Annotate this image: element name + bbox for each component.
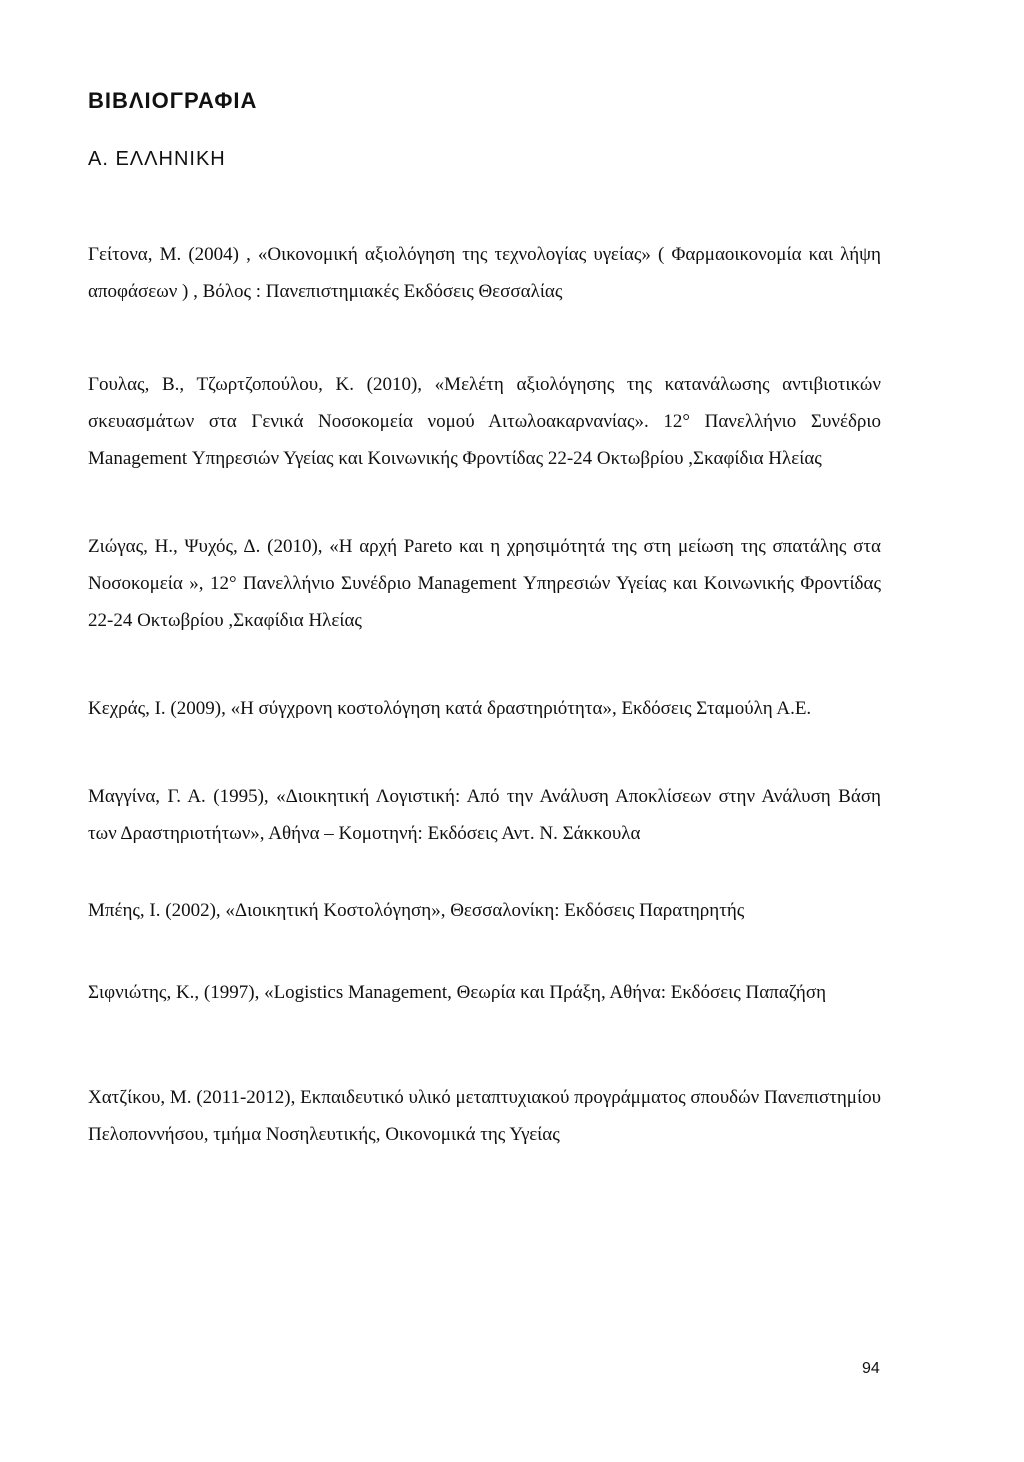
reference-entry: Ζιώγας, Η., Ψυχός, Δ. (2010), «Η αρχή Pareto και η χρησιμότητά της στη μείωση της σπατάλης στα Νοσοκομεία », 12° Πανελλήνιο Συνέδριο Management Υπηρεσιών Υγείας και Κοινωνικής Φροντίδας 22-24 Οκτωβρίου ,Σκαφίδια Ηλείας bbox=[88, 536, 881, 631]
reference-entry: Κεχράς, Ι. (2009), «Η σύγχρονη κοστολόγηση κατά δραστηριότητα», Εκδόσεις Σταμούλη Α.Ε. bbox=[88, 698, 812, 719]
reference-entry: Γείτονα, Μ. (2004) , «Οικονομική αξιολόγηση της τεχνολογίας υγείας» ( Φαρμαοικονομία και λήψη αποφάσεων ) , Βόλος : Πανεπιστημιακές Εκδόσεις Θεσσαλίας bbox=[88, 244, 881, 302]
page-number: 94 bbox=[862, 1360, 880, 1377]
reference-entry: Μαγγίνα, Γ. Α. (1995), «Διοικητική Λογιστική: Από την Ανάλυση Αποκλίσεων στην Ανάλυση Βάση των Δραστηριοτήτων», Αθήνα – Κομοτηνή: Εκδόσεις Αντ. Ν. Σάκκουλα bbox=[88, 786, 881, 844]
reference-list bbox=[88, 236, 881, 1153]
reference-entry: Χατζίκου, Μ. (2011-2012), Εκπαιδευτικό υλικό μεταπτυχιακού προγράμματος σπουδών Πανεπιστημίου Πελοποννήσου, τμήμα Νοσηλευτικής, Οικονομικά της Υγείας bbox=[88, 1087, 881, 1145]
reference-entry: Γουλας, Β., Τζωρτζοπούλου, Κ. (2010), «Μελέτη αξιολόγησης της κατανάλωσης αντιβιοτικών σκευασμάτων στα Γενικά Νοσοκομεία νομού Αιτωλοακαρνανίας». 12° Πανελλήνιο Συνέδριο Management Υπηρεσιών Υγείας και Κοινωνικής Φροντίδας 22-24 Οκτωβρίου ,Σκαφίδια Ηλείας bbox=[88, 374, 881, 469]
page-title: ΒΙΒΛΙΟΓΡΑΦΙΑ bbox=[88, 88, 258, 113]
reference-entry: Σιφνιώτης, Κ., (1997), «Logistics Management, Θεωρία και Πράξη, Αθήνα: Εκδόσεις Παπαζήση bbox=[88, 982, 827, 1003]
section-title: Α. ΕΛΛΗΝΙΚΗ bbox=[88, 148, 226, 170]
reference-entry: Μπέης, Ι. (2002), «Διοικητική Κοστολόγηση», Θεσσαλονίκη: Εκδόσεις Παρατηρητής bbox=[88, 900, 745, 921]
